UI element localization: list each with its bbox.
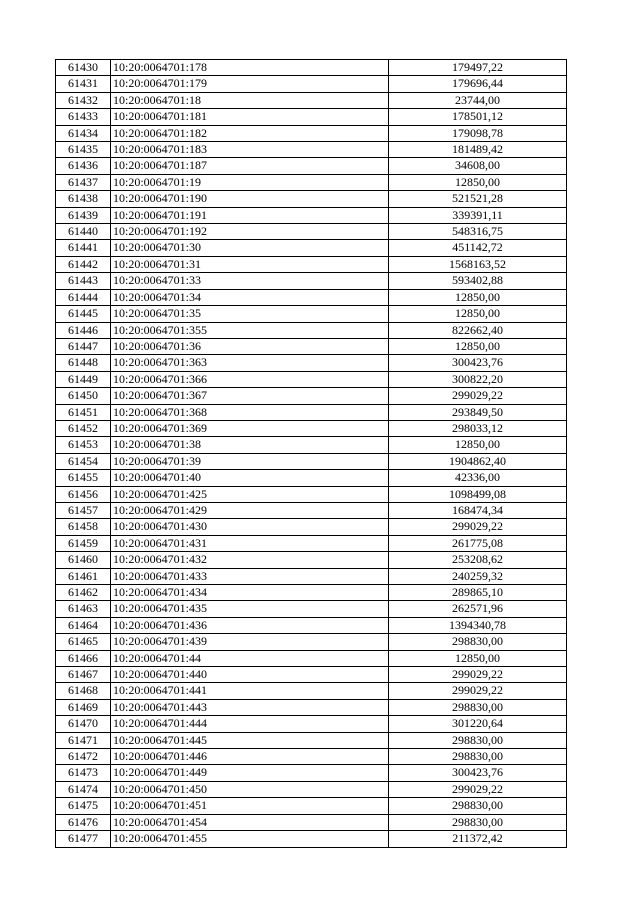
cadastral-number-cell: 10:20:0064701:436 [111, 617, 389, 633]
cadastral-number-cell: 10:20:0064701:429 [111, 502, 389, 518]
cadastral-number-cell: 10:20:0064701:369 [111, 420, 389, 436]
table-row [56, 617, 567, 633]
row-number-cell: 61437 [56, 174, 111, 190]
cadastral-value-table [55, 59, 567, 848]
cadastral-value-cell: 179098,78 [389, 125, 567, 141]
cadastral-value-cell: 300822,20 [389, 371, 567, 387]
row-number-cell: 61452 [56, 420, 111, 436]
cadastral-value-cell: 593402,88 [389, 273, 567, 289]
cadastral-number-cell: 10:20:0064701:35 [111, 306, 389, 322]
row-number-cell: 61443 [56, 273, 111, 289]
row-number-cell: 61457 [56, 502, 111, 518]
cadastral-number-cell: 10:20:0064701:451 [111, 798, 389, 814]
table-row [56, 519, 567, 535]
cadastral-number-cell: 10:20:0064701:34 [111, 289, 389, 305]
table-row [56, 831, 567, 847]
cadastral-value-cell: 521521,28 [389, 191, 567, 207]
cadastral-number-cell: 10:20:0064701:355 [111, 322, 389, 338]
cadastral-number-cell: 10:20:0064701:366 [111, 371, 389, 387]
cadastral-value-cell: 12850,00 [389, 289, 567, 305]
table-row [56, 453, 567, 469]
cadastral-number-cell: 10:20:0064701:433 [111, 568, 389, 584]
row-number-cell: 61471 [56, 732, 111, 748]
cadastral-number-cell: 10:20:0064701:432 [111, 552, 389, 568]
cadastral-number-cell: 10:20:0064701:40 [111, 470, 389, 486]
cadastral-value-cell: 299029,22 [389, 667, 567, 683]
row-number-cell: 61476 [56, 814, 111, 830]
table-row [56, 732, 567, 748]
table-row [56, 502, 567, 518]
table-row [56, 76, 567, 92]
cadastral-value-cell: 23744,00 [389, 92, 567, 108]
cadastral-value-cell: 300423,76 [389, 765, 567, 781]
cadastral-value-cell: 1098499,08 [389, 486, 567, 502]
table-row [56, 256, 567, 272]
row-number-cell: 61454 [56, 453, 111, 469]
table-row [56, 125, 567, 141]
cadastral-value-cell: 301220,64 [389, 716, 567, 732]
table-row [56, 683, 567, 699]
cadastral-value-cell: 298830,00 [389, 749, 567, 765]
cadastral-number-cell: 10:20:0064701:430 [111, 519, 389, 535]
table-row [56, 371, 567, 387]
cadastral-number-cell: 10:20:0064701:368 [111, 404, 389, 420]
cadastral-number-cell: 10:20:0064701:367 [111, 388, 389, 404]
table-row [56, 388, 567, 404]
row-number-cell: 61458 [56, 519, 111, 535]
row-number-cell: 61430 [56, 60, 111, 76]
table-row [56, 634, 567, 650]
row-number-cell: 61439 [56, 207, 111, 223]
row-number-cell: 61451 [56, 404, 111, 420]
row-number-cell: 61474 [56, 781, 111, 797]
table-row [56, 207, 567, 223]
row-number-cell: 61477 [56, 831, 111, 847]
row-number-cell: 61464 [56, 617, 111, 633]
cadastral-number-cell: 10:20:0064701:443 [111, 699, 389, 715]
cadastral-value-cell: 240259,32 [389, 568, 567, 584]
table-row [56, 191, 567, 207]
row-number-cell: 61470 [56, 716, 111, 732]
cadastral-number-cell: 10:20:0064701:33 [111, 273, 389, 289]
cadastral-number-cell: 10:20:0064701:187 [111, 158, 389, 174]
row-number-cell: 61453 [56, 437, 111, 453]
row-number-cell: 61432 [56, 92, 111, 108]
row-number-cell: 61433 [56, 109, 111, 125]
cadastral-value-cell: 298830,00 [389, 699, 567, 715]
row-number-cell: 61436 [56, 158, 111, 174]
cadastral-value-cell: 12850,00 [389, 338, 567, 354]
row-number-cell: 61461 [56, 568, 111, 584]
cadastral-number-cell: 10:20:0064701:450 [111, 781, 389, 797]
cadastral-value-cell: 822662,40 [389, 322, 567, 338]
table-row [56, 552, 567, 568]
row-number-cell: 61440 [56, 224, 111, 240]
table-row [56, 470, 567, 486]
cadastral-number-cell: 10:20:0064701:425 [111, 486, 389, 502]
cadastral-number-cell: 10:20:0064701:182 [111, 125, 389, 141]
cadastral-value-cell: 298033,12 [389, 420, 567, 436]
cadastral-value-cell: 293849,50 [389, 404, 567, 420]
table-row [56, 535, 567, 551]
cadastral-value-cell: 179696,44 [389, 76, 567, 92]
table-row [56, 355, 567, 371]
row-number-cell: 61469 [56, 699, 111, 715]
cadastral-number-cell: 10:20:0064701:435 [111, 601, 389, 617]
cadastral-number-cell: 10:20:0064701:363 [111, 355, 389, 371]
row-number-cell: 61467 [56, 667, 111, 683]
row-number-cell: 61468 [56, 683, 111, 699]
cadastral-number-cell: 10:20:0064701:18 [111, 92, 389, 108]
table-row [56, 814, 567, 830]
cadastral-number-cell: 10:20:0064701:431 [111, 535, 389, 551]
cadastral-value-cell: 298830,00 [389, 798, 567, 814]
row-number-cell: 61463 [56, 601, 111, 617]
row-number-cell: 61447 [56, 338, 111, 354]
table-row [56, 224, 567, 240]
cadastral-number-cell: 10:20:0064701:44 [111, 650, 389, 666]
cadastral-value-cell: 12850,00 [389, 306, 567, 322]
row-number-cell: 61448 [56, 355, 111, 371]
table-row [56, 404, 567, 420]
row-number-cell: 61446 [56, 322, 111, 338]
cadastral-value-cell: 298830,00 [389, 814, 567, 830]
cadastral-number-cell: 10:20:0064701:446 [111, 749, 389, 765]
cadastral-number-cell: 10:20:0064701:190 [111, 191, 389, 207]
cadastral-number-cell: 10:20:0064701:191 [111, 207, 389, 223]
cadastral-value-cell: 451142,72 [389, 240, 567, 256]
row-number-cell: 61466 [56, 650, 111, 666]
row-number-cell: 61449 [56, 371, 111, 387]
cadastral-value-cell: 12850,00 [389, 174, 567, 190]
cadastral-value-cell: 300423,76 [389, 355, 567, 371]
row-number-cell: 61462 [56, 585, 111, 601]
cadastral-number-cell: 10:20:0064701:31 [111, 256, 389, 272]
cadastral-value-cell: 12850,00 [389, 437, 567, 453]
cadastral-value-cell: 339391,11 [389, 207, 567, 223]
cadastral-value-cell: 211372,42 [389, 831, 567, 847]
table-row [56, 109, 567, 125]
table-row [56, 306, 567, 322]
table-row [56, 749, 567, 765]
row-number-cell: 61441 [56, 240, 111, 256]
table-row [56, 322, 567, 338]
cadastral-value-cell: 299029,22 [389, 683, 567, 699]
table-row [56, 437, 567, 453]
cadastral-value-cell: 1394340,78 [389, 617, 567, 633]
table-row [56, 585, 567, 601]
cadastral-value-cell: 289865,10 [389, 585, 567, 601]
table-row [56, 765, 567, 781]
table-row [56, 142, 567, 158]
row-number-cell: 61435 [56, 142, 111, 158]
row-number-cell: 61475 [56, 798, 111, 814]
cadastral-number-cell: 10:20:0064701:449 [111, 765, 389, 781]
cadastral-value-cell: 299029,22 [389, 519, 567, 535]
table-row [56, 240, 567, 256]
cadastral-value-cell: 298830,00 [389, 634, 567, 650]
row-number-cell: 61456 [56, 486, 111, 502]
row-number-cell: 61444 [56, 289, 111, 305]
table-row [56, 798, 567, 814]
cadastral-value-cell: 261775,08 [389, 535, 567, 551]
table-row [56, 486, 567, 502]
cadastral-value-cell: 168474,34 [389, 502, 567, 518]
table-row [56, 60, 567, 76]
cadastral-value-cell: 1904862,40 [389, 453, 567, 469]
row-number-cell: 61442 [56, 256, 111, 272]
cadastral-number-cell: 10:20:0064701:439 [111, 634, 389, 650]
cadastral-value-cell: 1568163,52 [389, 256, 567, 272]
row-number-cell: 61434 [56, 125, 111, 141]
table-body [56, 60, 567, 848]
cadastral-number-cell: 10:20:0064701:445 [111, 732, 389, 748]
cadastral-number-cell: 10:20:0064701:30 [111, 240, 389, 256]
row-number-cell: 61460 [56, 552, 111, 568]
row-number-cell: 61438 [56, 191, 111, 207]
table-row [56, 716, 567, 732]
table-row [56, 650, 567, 666]
row-number-cell: 61473 [56, 765, 111, 781]
cadastral-value-cell: 548316,75 [389, 224, 567, 240]
cadastral-value-cell: 181489,42 [389, 142, 567, 158]
row-number-cell: 61431 [56, 76, 111, 92]
table-row [56, 420, 567, 436]
cadastral-number-cell: 10:20:0064701:455 [111, 831, 389, 847]
cadastral-value-cell: 298830,00 [389, 732, 567, 748]
table-row [56, 92, 567, 108]
cadastral-number-cell: 10:20:0064701:181 [111, 109, 389, 125]
table-row [56, 699, 567, 715]
cadastral-number-cell: 10:20:0064701:38 [111, 437, 389, 453]
cadastral-value-cell: 178501,12 [389, 109, 567, 125]
cadastral-value-cell: 42336,00 [389, 470, 567, 486]
cadastral-number-cell: 10:20:0064701:39 [111, 453, 389, 469]
cadastral-number-cell: 10:20:0064701:440 [111, 667, 389, 683]
cadastral-value-cell: 34608,00 [389, 158, 567, 174]
cadastral-number-cell: 10:20:0064701:178 [111, 60, 389, 76]
table-row [56, 667, 567, 683]
row-number-cell: 61459 [56, 535, 111, 551]
table-row [56, 338, 567, 354]
table-row [56, 273, 567, 289]
cadastral-value-cell: 299029,22 [389, 781, 567, 797]
row-number-cell: 61465 [56, 634, 111, 650]
table-row [56, 174, 567, 190]
cadastral-number-cell: 10:20:0064701:19 [111, 174, 389, 190]
cadastral-number-cell: 10:20:0064701:192 [111, 224, 389, 240]
cadastral-number-cell: 10:20:0064701:454 [111, 814, 389, 830]
table-row [56, 781, 567, 797]
cadastral-number-cell: 10:20:0064701:179 [111, 76, 389, 92]
cadastral-value-cell: 262571,96 [389, 601, 567, 617]
table-row [56, 158, 567, 174]
table-row [56, 601, 567, 617]
row-number-cell: 61445 [56, 306, 111, 322]
row-number-cell: 61450 [56, 388, 111, 404]
cadastral-number-cell: 10:20:0064701:441 [111, 683, 389, 699]
cadastral-value-cell: 253208,62 [389, 552, 567, 568]
row-number-cell: 61472 [56, 749, 111, 765]
cadastral-value-cell: 179497,22 [389, 60, 567, 76]
cadastral-number-cell: 10:20:0064701:183 [111, 142, 389, 158]
cadastral-number-cell: 10:20:0064701:36 [111, 338, 389, 354]
cadastral-number-cell: 10:20:0064701:444 [111, 716, 389, 732]
table-row [56, 289, 567, 305]
cadastral-value-cell: 299029,22 [389, 388, 567, 404]
cadastral-number-cell: 10:20:0064701:434 [111, 585, 389, 601]
row-number-cell: 61455 [56, 470, 111, 486]
cadastral-value-cell: 12850,00 [389, 650, 567, 666]
table-row [56, 568, 567, 584]
